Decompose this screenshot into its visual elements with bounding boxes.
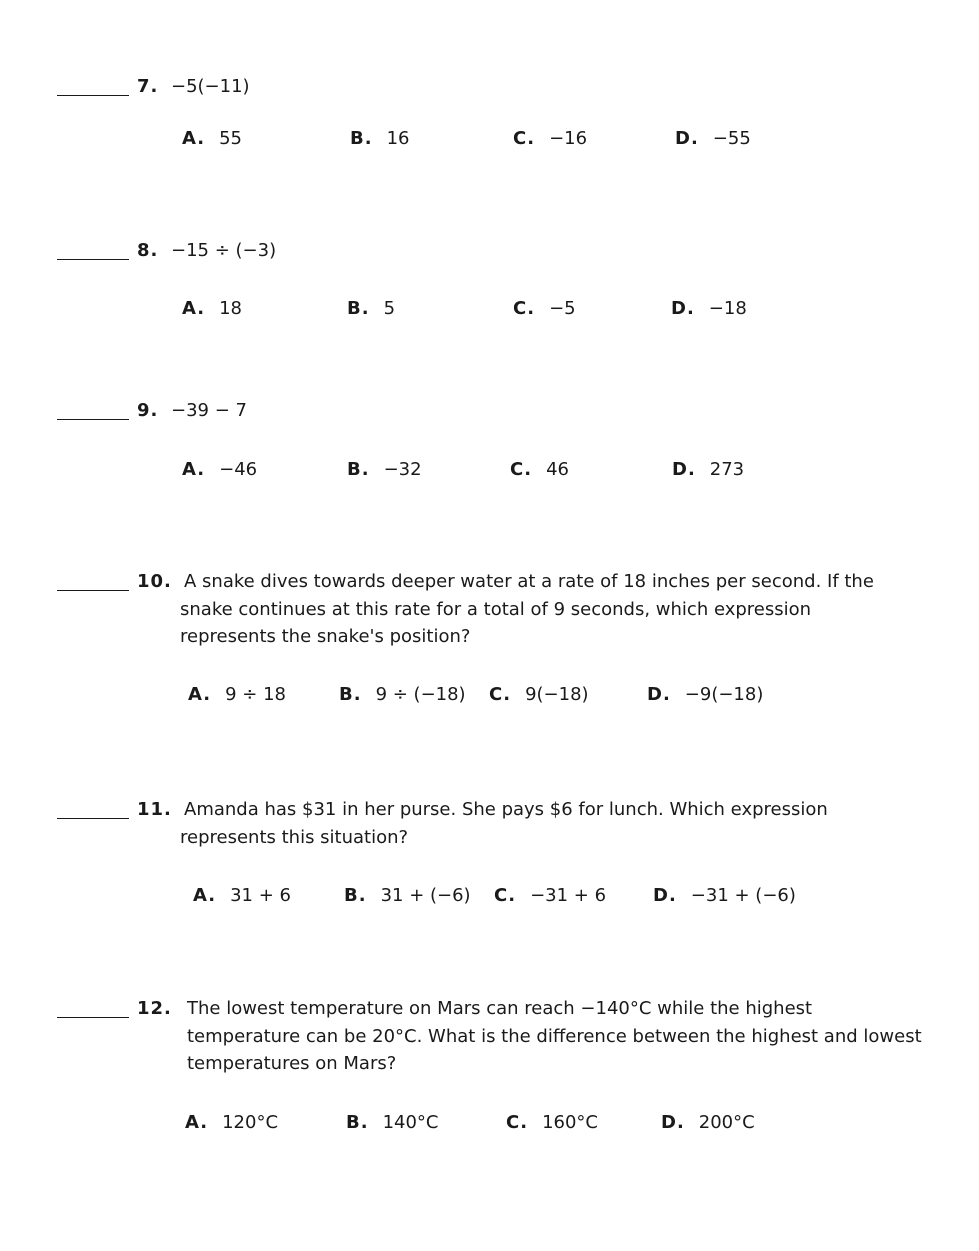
question-stem: A snake dives towards deeper water at a rate of 18 inches per second. If the snake continues at this rate for a total of 9 seconds, which expression represents the snake's position? [180,571,874,647]
choice-b[interactable]: B. −32 [347,459,422,480]
question-9 [57,399,927,480]
answer-blank[interactable] [57,75,129,96]
choice-c[interactable]: C. 46 [510,459,569,480]
choice-d[interactable]: D. −55 [675,128,751,149]
choice-d[interactable]: D. −9(−18) [647,684,764,705]
choice-c[interactable]: C. −5 [513,298,576,319]
choice-c[interactable]: C. −31 + 6 [494,885,607,906]
choice-d[interactable]: D. −18 [671,298,747,319]
choice-a[interactable]: A. −46 [182,459,258,480]
choice-c[interactable]: C. 9(−18) [489,684,589,705]
question-stem: −15 ÷ (−3) [171,240,277,261]
answer-blank[interactable] [57,239,129,260]
choice-b[interactable]: B. 5 [347,298,396,319]
choice-d[interactable]: D. 200°C [661,1112,755,1133]
question-stem: −5(−11) [171,76,250,97]
answer-blank[interactable] [57,798,129,819]
choice-b[interactable]: B. 31 + (−6) [344,885,471,906]
answer-blank[interactable] [57,399,129,420]
choice-d[interactable]: D. −31 + (−6) [653,885,796,906]
question-number: 11. [137,799,172,820]
question-stem: The lowest temperature on Mars can reach −140°C while the highest temperature can be 20°C. What is the difference between the highest and lowest temperatures on Mars? [187,998,922,1074]
question-number: 9. [137,400,159,421]
choice-d[interactable]: D. 273 [672,459,745,480]
question-number: 10. [137,571,172,592]
choice-a[interactable]: A. 55 [182,128,243,149]
choice-a[interactable]: A. 31 + 6 [193,885,291,906]
choice-b[interactable]: B. 16 [350,128,410,149]
question-10 [57,570,927,705]
choice-c[interactable]: C. −16 [513,128,588,149]
question-stem: Amanda has $31 in her purse. She pays $6 for lunch. Which expression represents this situation? [180,799,828,848]
question-stem: −39 − 7 [171,400,247,421]
choice-a[interactable]: A. 120°C [185,1112,279,1133]
answer-blank[interactable] [57,570,129,591]
question-7 [57,75,927,149]
choice-a[interactable]: A. 9 ÷ 18 [188,684,286,705]
question-number: 12. [137,998,172,1019]
question-11 [57,798,927,906]
choice-b[interactable]: B. 9 ÷ (−18) [339,684,466,705]
choice-c[interactable]: C. 160°C [506,1112,598,1133]
question-8 [57,239,927,319]
choice-b[interactable]: B. 140°C [346,1112,439,1133]
choice-a[interactable]: A. 18 [182,298,243,319]
question-12 [57,997,927,1133]
question-number: 8. [137,240,159,261]
question-number: 7. [137,76,159,97]
answer-blank[interactable] [57,997,129,1018]
